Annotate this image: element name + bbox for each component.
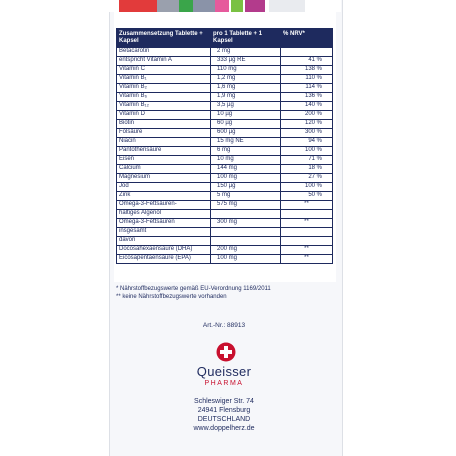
nutrient-name: insgesamt — [117, 228, 211, 237]
nutrient-nrv: ** — [281, 219, 333, 228]
nutrient-nrv: ** — [281, 246, 333, 255]
table-row — [117, 129, 333, 138]
table-row — [117, 165, 333, 174]
nutrient-name: Eisen — [117, 156, 211, 165]
table-row — [117, 210, 333, 219]
nutrient-amount — [211, 210, 281, 219]
table-row — [117, 138, 333, 147]
nutrient-nrv: 140 % — [281, 102, 333, 111]
nutrient-amount: 5 mg — [211, 192, 281, 201]
nutrient-nrv — [281, 210, 333, 219]
article-number: Art.-Nr.: 88913 — [202, 322, 246, 329]
table-row — [117, 147, 333, 156]
table-row — [117, 255, 333, 264]
nutrient-name: Niacin — [117, 138, 211, 147]
nutrition-table — [116, 28, 333, 264]
nutrient-amount — [211, 228, 281, 237]
nutrient-name: Magnesium — [117, 174, 211, 183]
nutrient-nrv: 27 % — [281, 174, 333, 183]
table-row — [117, 237, 333, 246]
brand-name: Queisser — [196, 364, 252, 379]
nutrient-name: Vitamin D — [117, 111, 211, 120]
table-header-row — [117, 29, 333, 48]
nutrient-amount: 100 mg — [211, 174, 281, 183]
table-row — [117, 75, 333, 84]
address-city: 24941 Flensburg — [197, 407, 251, 414]
nutrient-name: Jod — [117, 183, 211, 192]
color-block-slate — [193, 0, 215, 12]
queisser-cross-logo — [216, 342, 236, 362]
nutrient-name: haltiges Algenöl — [117, 210, 211, 219]
nutrient-amount: 575 mg — [211, 201, 281, 210]
table-row — [117, 246, 333, 255]
nutrient-nrv: 50 % — [281, 192, 333, 201]
nutrient-nrv: 100 % — [281, 147, 333, 156]
table-row — [117, 120, 333, 129]
nutrient-name: Omega-3-Fettsäuren — [117, 219, 211, 228]
color-block-light — [269, 0, 305, 12]
header-amount: pro 1 Tablette + 1 Kapsel — [211, 29, 281, 48]
table-row — [117, 57, 333, 66]
table-row — [117, 201, 333, 210]
table-row — [117, 84, 333, 93]
nutrient-nrv: ** — [281, 255, 333, 264]
color-block-magenta — [245, 0, 265, 12]
nutrient-nrv — [281, 48, 333, 57]
footnote-nrv: * Nährstoffbezugswerte gemäß EU-Verordnung 1169/2011 — [116, 286, 271, 292]
nutrient-amount: 60 µg — [211, 120, 281, 129]
brand-division: PHARMA — [204, 380, 244, 387]
nutrient-nrv: 136 % — [281, 93, 333, 102]
nutrient-name: Folsäure — [117, 129, 211, 138]
nutrient-amount: 600 µg — [211, 129, 281, 138]
nutrient-nrv: 114 % — [281, 84, 333, 93]
nutrient-nrv: 200 % — [281, 111, 333, 120]
header-composition: Zusammensetzung Tablette + Kapsel — [117, 29, 211, 48]
nutrient-nrv: 110 % — [281, 75, 333, 84]
nutrient-amount: 1,6 mg — [211, 84, 281, 93]
table-row — [117, 192, 333, 201]
nutrient-amount: 150 µg — [211, 183, 281, 192]
nutrient-nrv: 41 % — [281, 57, 333, 66]
nutrient-amount: 200 mg — [211, 246, 281, 255]
nutrient-name: Vitamin C — [117, 66, 211, 75]
nutrient-name: Pantothensäure — [117, 147, 211, 156]
nutrient-nrv: 18 % — [281, 165, 333, 174]
nutrient-name: Eicosapentaensäure (EPA) — [117, 255, 211, 264]
table-row — [117, 93, 333, 102]
table-row — [117, 102, 333, 111]
nutrient-amount: 10 µg — [211, 111, 281, 120]
table-row — [117, 66, 333, 75]
nutrient-name: entspricht Vitamin A — [117, 57, 211, 66]
table-row — [117, 111, 333, 120]
table-row — [117, 174, 333, 183]
nutrient-nrv — [281, 237, 333, 246]
nutrient-amount: 15 mg NE — [211, 138, 281, 147]
nutrient-amount — [211, 237, 281, 246]
nutrient-amount: 333 µg RE — [211, 57, 281, 66]
table-row — [117, 156, 333, 165]
package-top-strip — [109, 0, 341, 12]
nutrient-nrv: 71 % — [281, 156, 333, 165]
nutrient-amount: 10 mg — [211, 156, 281, 165]
nutrient-name: Omega-3-Fettsäuren- — [117, 201, 211, 210]
footnote-no-nrv: ** keine Nährstoffbezugswerte vorhanden — [116, 294, 227, 300]
nutrient-amount: 100 mg — [211, 255, 281, 264]
nutrient-nrv: 120 % — [281, 120, 333, 129]
nutrient-amount: 3,5 µg — [211, 102, 281, 111]
nutrient-amount: 2 mg — [211, 48, 281, 57]
color-block-grey — [157, 0, 179, 12]
nutrient-nrv: 300 % — [281, 129, 333, 138]
nutrient-name: Biotin — [117, 120, 211, 129]
nutrient-name: Vitamin B₁ — [117, 75, 211, 84]
nutrient-amount: 1,2 mg — [211, 75, 281, 84]
nutrient-name: davon — [117, 237, 211, 246]
nutrient-nrv — [281, 228, 333, 237]
color-block-lime — [231, 0, 243, 12]
nutrient-name: Vitamin B₆ — [117, 93, 211, 102]
nutrient-name: Docosahexaensäure (DHA) — [117, 246, 211, 255]
nutrient-name: Vitamin B₂ — [117, 84, 211, 93]
nutrient-nrv: ** — [281, 201, 333, 210]
table-row — [117, 183, 333, 192]
address-street: Schleswiger Str. 74 — [194, 398, 254, 405]
nutrient-nrv: 94 % — [281, 138, 333, 147]
table-row — [117, 219, 333, 228]
color-block-pink — [215, 0, 229, 12]
color-block-green — [179, 0, 193, 12]
nutrient-name: Betacarotin — [117, 48, 211, 57]
nutrient-name: Calcium — [117, 165, 211, 174]
nutrient-amount: 1,9 mg — [211, 93, 281, 102]
color-block-red — [119, 0, 157, 12]
nutrient-amount: 110 mg — [211, 66, 281, 75]
address-country: DEUTSCHLAND — [197, 416, 251, 423]
nutrient-name: Zink — [117, 192, 211, 201]
table-row — [117, 48, 333, 57]
website-link[interactable]: www.doppelherz.de — [193, 425, 255, 432]
nutrient-nrv: 100 % — [281, 183, 333, 192]
header-nrv: % NRV* — [281, 29, 333, 48]
nutrient-nrv: 138 % — [281, 66, 333, 75]
nutrient-amount: 144 mg — [211, 165, 281, 174]
table-row — [117, 228, 333, 237]
nutrient-amount: 300 mg — [211, 219, 281, 228]
nutrient-amount: 6 mg — [211, 147, 281, 156]
nutrient-name: Vitamin B₁₂ — [117, 102, 211, 111]
